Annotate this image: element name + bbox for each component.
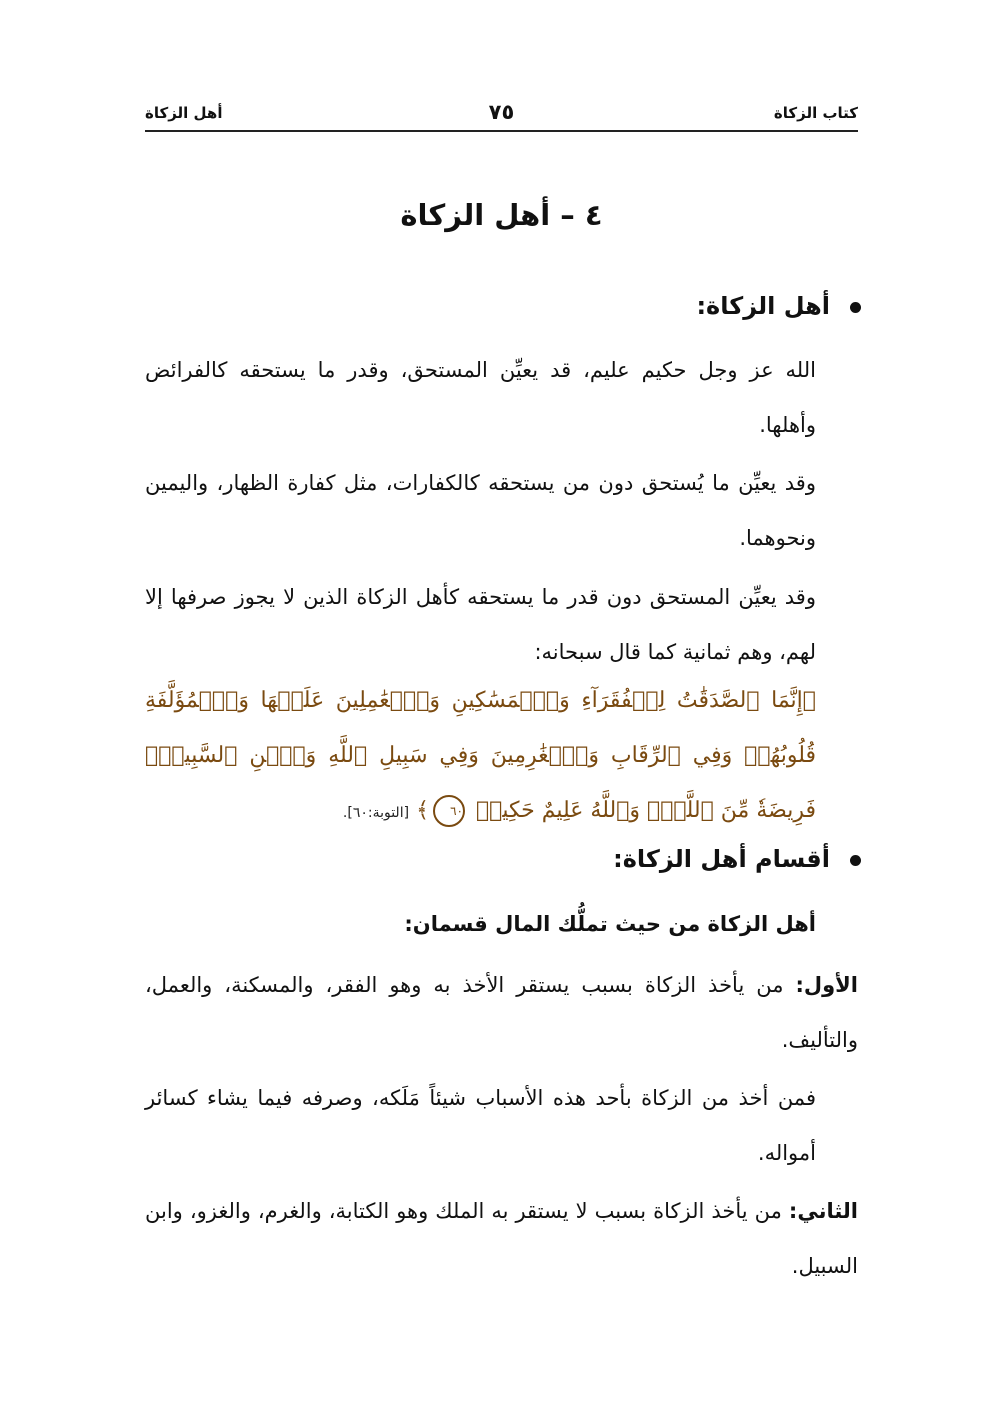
paragraph-second-category xyxy=(145,1184,858,1294)
chapter-title: ٤ – أهل الزكاة xyxy=(400,198,603,232)
sub-heading: أهل الزكاة من حيث تملُّك المال قسمان: xyxy=(404,912,816,936)
verse-close-bracket: ﴾ xyxy=(416,798,429,823)
verse-reference: [التوبة:٦٠]. xyxy=(342,805,410,821)
paragraph: الله عز وجل حكيم عليم، قد يعيِّن المستحق، وقدر ما يستحقه كالفرائض وأهلها. xyxy=(145,358,816,437)
verse-text: ﴿إِنَّمَا ٱلصَّدَقَٰتُ لِلۡفُقَرَآءِ وَٱلۡمَسَٰكِينِ وَٱلۡعَٰمِلِينَ عَلَيۡهَا وَٱلۡمُؤَلَّفَةِ قُلُوبُهُمۡ وَفِي ٱلرِّقَابِ وَٱلۡغَٰرِمِينَ وَفِي سَبِيلِ ٱللَّهِ وَٱبۡنِ ٱلسَّبِيلِۖ فَرِيضَةٗ مِّنَ ٱللَّهِۗ وَٱللَّهُ عَلِيمٌ حَكِيمٞ xyxy=(145,688,816,823)
bullet-icon xyxy=(850,302,861,313)
header-chapter-title: أهل الزكاة xyxy=(145,104,223,122)
section-heading-aqsam xyxy=(613,845,861,873)
section-heading-ahl-zakat xyxy=(696,292,861,320)
paragraph: وقد يعيِّن المستحق دون قدر ما يستحقه كأهل الزكاة الذين لا يجوز صرفها إلا لهم، وهم ثمانية كما قال سبحانه: xyxy=(145,585,816,664)
second-category-label: الثاني: xyxy=(788,1199,858,1223)
section-heading-text: أهل الزكاة: xyxy=(696,292,830,320)
page-number: ٧٥ xyxy=(488,100,515,124)
paragraph: فمن أخذ من الزكاة بأحد هذه الأسباب شيئاً مَلَكه، وصرفه فيما يشاء كسائر أمواله. xyxy=(145,1086,816,1165)
bullet-icon xyxy=(850,855,861,866)
first-category-label: الأول: xyxy=(795,973,858,997)
quran-verse xyxy=(145,673,816,841)
paragraph-first-category xyxy=(145,958,858,1068)
second-category-text: من يأخذ الزكاة بسبب لا يستقر به الملك وهو الكتابة، والغرم، والغزو، وابن السبيل. xyxy=(145,1199,858,1278)
running-header xyxy=(145,100,858,132)
first-category-text: من يأخذ الزكاة بسبب يستقر الأخذ به وهو الفقر، والمسكنة، والعمل، والتأليف. xyxy=(145,973,858,1052)
section-heading-text: أقسام أهل الزكاة: xyxy=(613,845,830,873)
paragraph: وقد يعيِّن ما يُستحق دون من يستحقه كالكفارات، مثل كفارة الظهار، واليمين ونحوهما. xyxy=(145,471,816,550)
verse-number-marker: ٦٠ xyxy=(433,795,465,827)
header-book-title: كتاب الزكاة xyxy=(773,104,858,122)
